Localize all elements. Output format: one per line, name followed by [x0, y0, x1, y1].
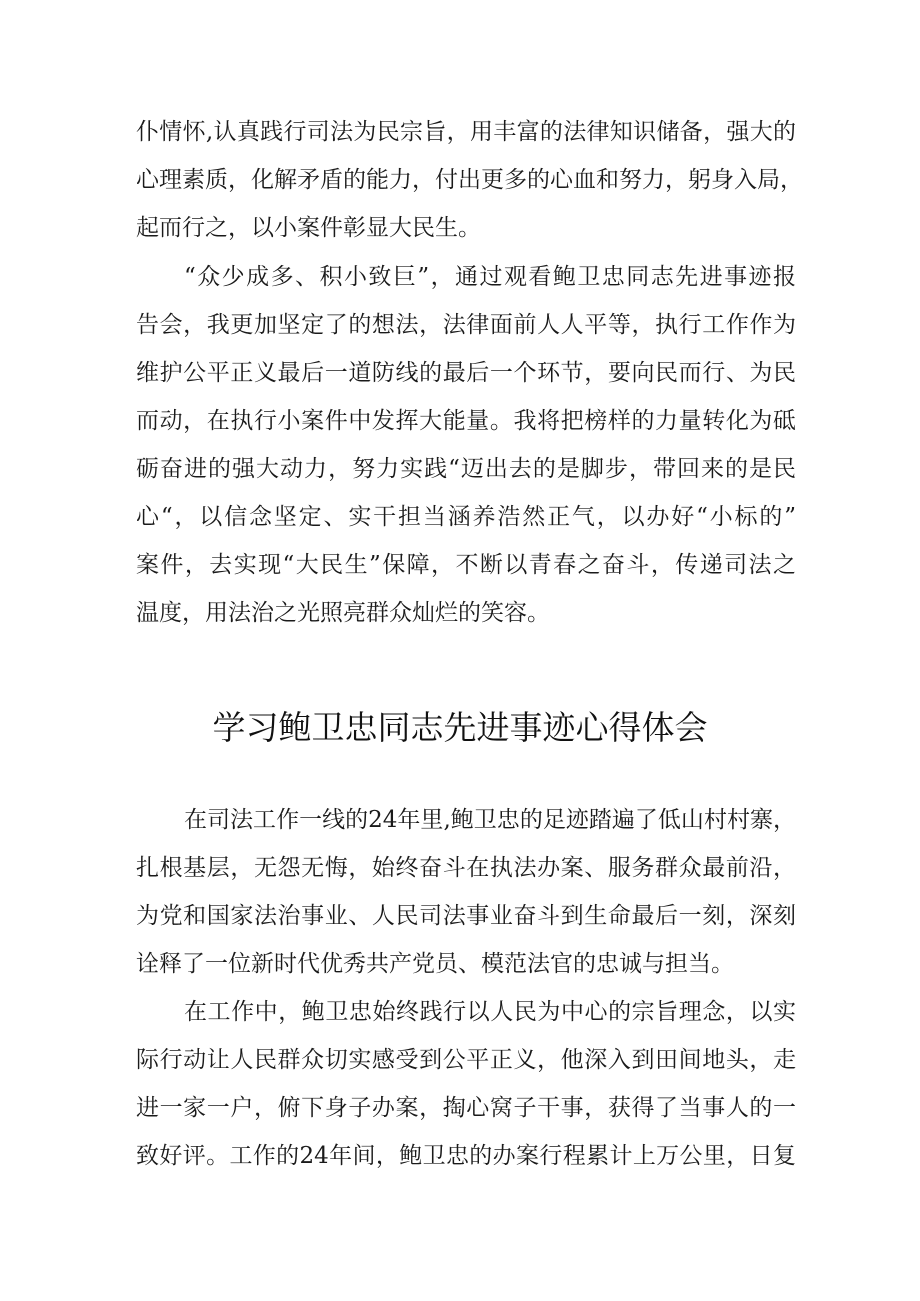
article-title: 学习鲍卫忠同志先进事迹心得体会: [212, 708, 708, 747]
text-line: 砺奋进的强大动力，努力实践“迈出去的是脚步，带回来的是民: [136, 456, 796, 482]
text-line: 在司法工作一线的24年里,鲍卫忠的足迹踏遍了低山村村寨，: [184, 807, 796, 833]
text-line: 温度，用法治之光照亮群众灿烂的笑容。: [136, 600, 550, 626]
text-line: 案件，去实现“大民生”保障，不断以青春之奋斗，传递司法之: [136, 552, 796, 578]
text-line: 而动，在执行小案件中发挥大能量。我将把榜样的力量转化为砥: [136, 408, 796, 434]
text-line: 心“，以信念坚定、实干担当涵养浩然正气，以办好“小标的”: [136, 504, 796, 530]
paragraph-intro: [136, 796, 796, 988]
text-line: 诠释了一位新时代优秀共产党员、模范法官的忠诚与担当。: [136, 951, 734, 977]
text-line: 仆情怀,认真践行司法为民宗旨，用丰富的法律知识储备，强大的: [136, 119, 796, 145]
text-line: 维护公平正义最后一道防线的最后一个环节，要向民而行、为民: [136, 360, 796, 386]
paragraph-continuation: [136, 108, 803, 252]
paragraph-reflection: [136, 253, 796, 637]
text-line: 进一家一户，俯下身子办案，掏心窝子干事，获得了当事人的一: [136, 1095, 796, 1121]
text-line: “众少成多、积小致巨”，通过观看鲍卫忠同志先进事迹报: [184, 264, 796, 290]
text-line: 告会，我更加坚定了的想法，法律面前人人平等，执行工作作为: [136, 312, 796, 338]
text-line: 扎根基层，无怨无悔，始终奋斗在执法办案、服务群众最前沿，: [136, 855, 796, 881]
text-line: 为党和国家法治事业、人民司法事业奋斗到生命最后一刻，深刻: [136, 903, 796, 929]
paragraph-work: [136, 988, 796, 1180]
text-line: 心理素质，化解矛盾的能力，付出更多的心血和努力，躬身入局，: [136, 167, 803, 193]
text-line: 起而行之，以小案件彰显大民生。: [136, 215, 481, 241]
text-line: 在工作中，鲍卫忠始终践行以人民为中心的宗旨理念，以实: [184, 999, 796, 1025]
text-line: 际行动让人民群众切实感受到公平正义，他深入到田间地头，走: [136, 1047, 796, 1073]
text-line: 致好评。工作的24年间，鲍卫忠的办案行程累计上万公里，日复: [136, 1143, 796, 1169]
